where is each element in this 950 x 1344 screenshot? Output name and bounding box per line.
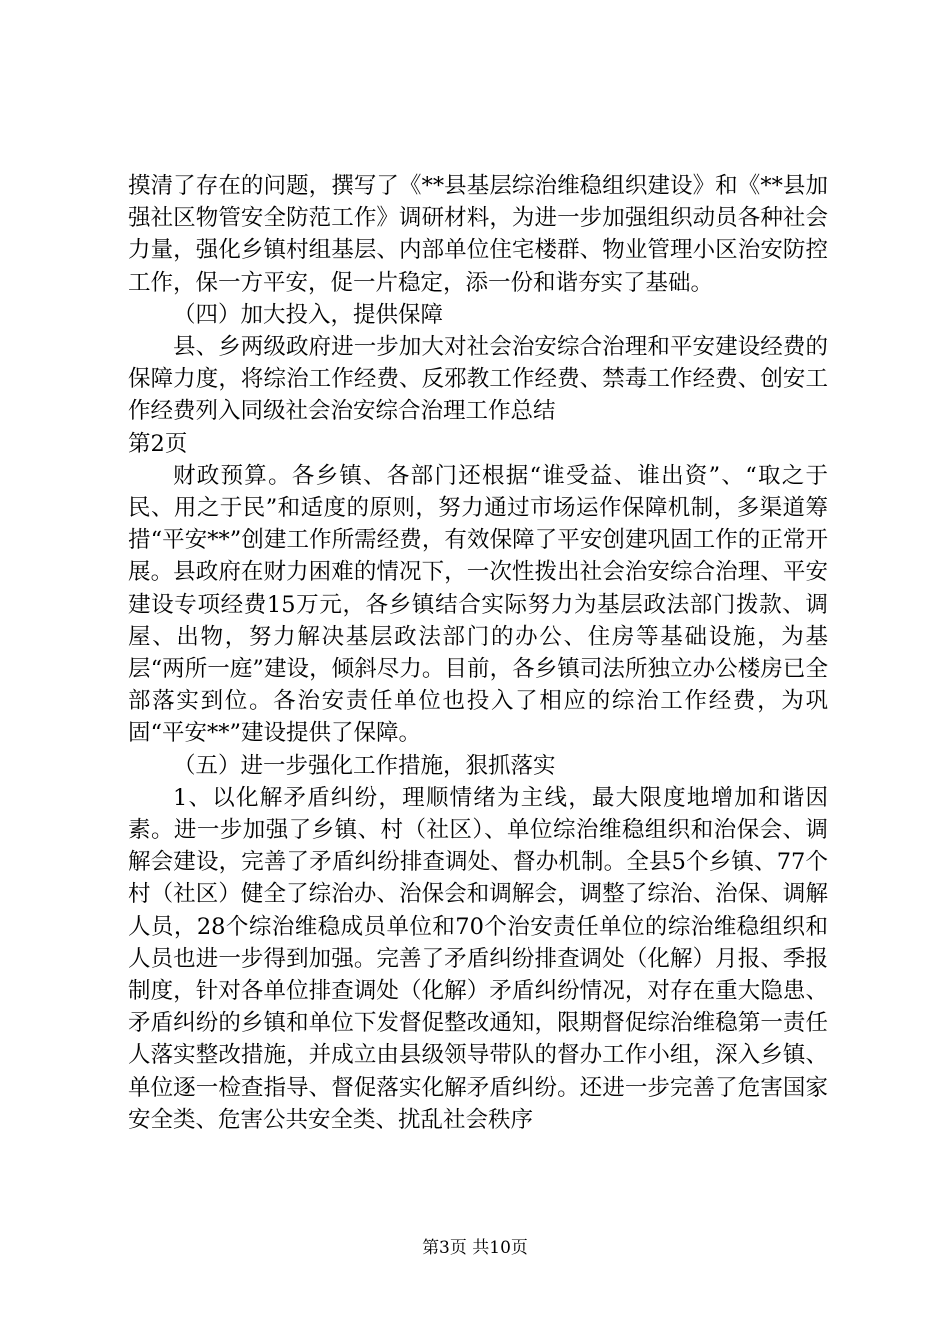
paragraph-budget: 财政预算。各乡镇、各部门还根据“谁受益、谁出资”、“取之于民、用之于民”和适度的原则，努力通过市场运作保障机制，多渠道筹措“平安**”创建工作所需经费，有效保障了平安创建巩固工作的正常开展。县政府在财力困难的情况下，一次性拨出社会治安综合治理、平安建设专项经费15万元，各乡镇结合实际努力为基层政法部门拨款、调屋、出物，努力解决基层政法部门的办公、住房等基础设施，为基层“两所一庭”建设，倾斜尽力。目前，各乡镇司法所独立办公楼房已全部落实到位。各治安责任单位也投入了相应的综治工作经费，为巩固“平安**”建设提供了保障。 [128,462,828,747]
paragraph-intro: 摸清了存在的问题，撰写了《**县基层综治维稳组织建设》和《**县加强社区物管安全防范工作》调研材料，为进一步加强组织动员各种社会力量，强化乡镇村组基层、内部单位住宅楼群、物业管理小区治安防控工作，保一方平安，促一片稳定，添一份和谐夯实了基础。 [128,173,828,296]
section-heading-4: （四）加大投入，提供保障 [173,301,444,328]
paragraph-disputes: 1、以化解矛盾纠纷，理顺情绪为主线，最大限度地增加和谐因素。进一步加强了乡镇、村（社区）、单位综治维稳组织和治保会、调解会建设，完善了矛盾纠纷排查调处、督办机制。全县5个乡镇、77个村（社区）健全了综治办、治保会和调解会，调整了综治、治保、调解人员，28个综治维稳成员单位和70个治安责任单位的综治维稳组织和人员也进一步得到加强。完善了矛盾纠纷排查调处（化解）月报、季报制度，针对各单位排查调处（化解）矛盾纠纷情况，对存在重大隐患、矛盾纠纷的乡镇和单位下发督促整改通知，限期督促综治维稳第一责任人落实整改措施，并成立由县级领导带队的督办工作小组，深入乡镇、单位逐一检查指导、督促落实化解矛盾纠纷。还进一步完善了危害国家安全类、危害公共安全类、扰乱社会秩序 [128,784,828,1133]
inline-page-marker: 第2页 [128,430,188,457]
section-heading-5: （五）进一步强化工作措施，狠抓落实 [173,752,556,779]
page-footer: 第3页 共10页 [422,1238,528,1258]
body-text [128,170,828,1136]
paragraph-funding: 县、乡两级政府进一步加大对社会治安综合治理和平安建设经费的保障力度，将综治工作经费、反邪教工作经费、禁毒工作经费、创安工作经费列入同级社会治安综合治理工作总结 [128,334,828,425]
